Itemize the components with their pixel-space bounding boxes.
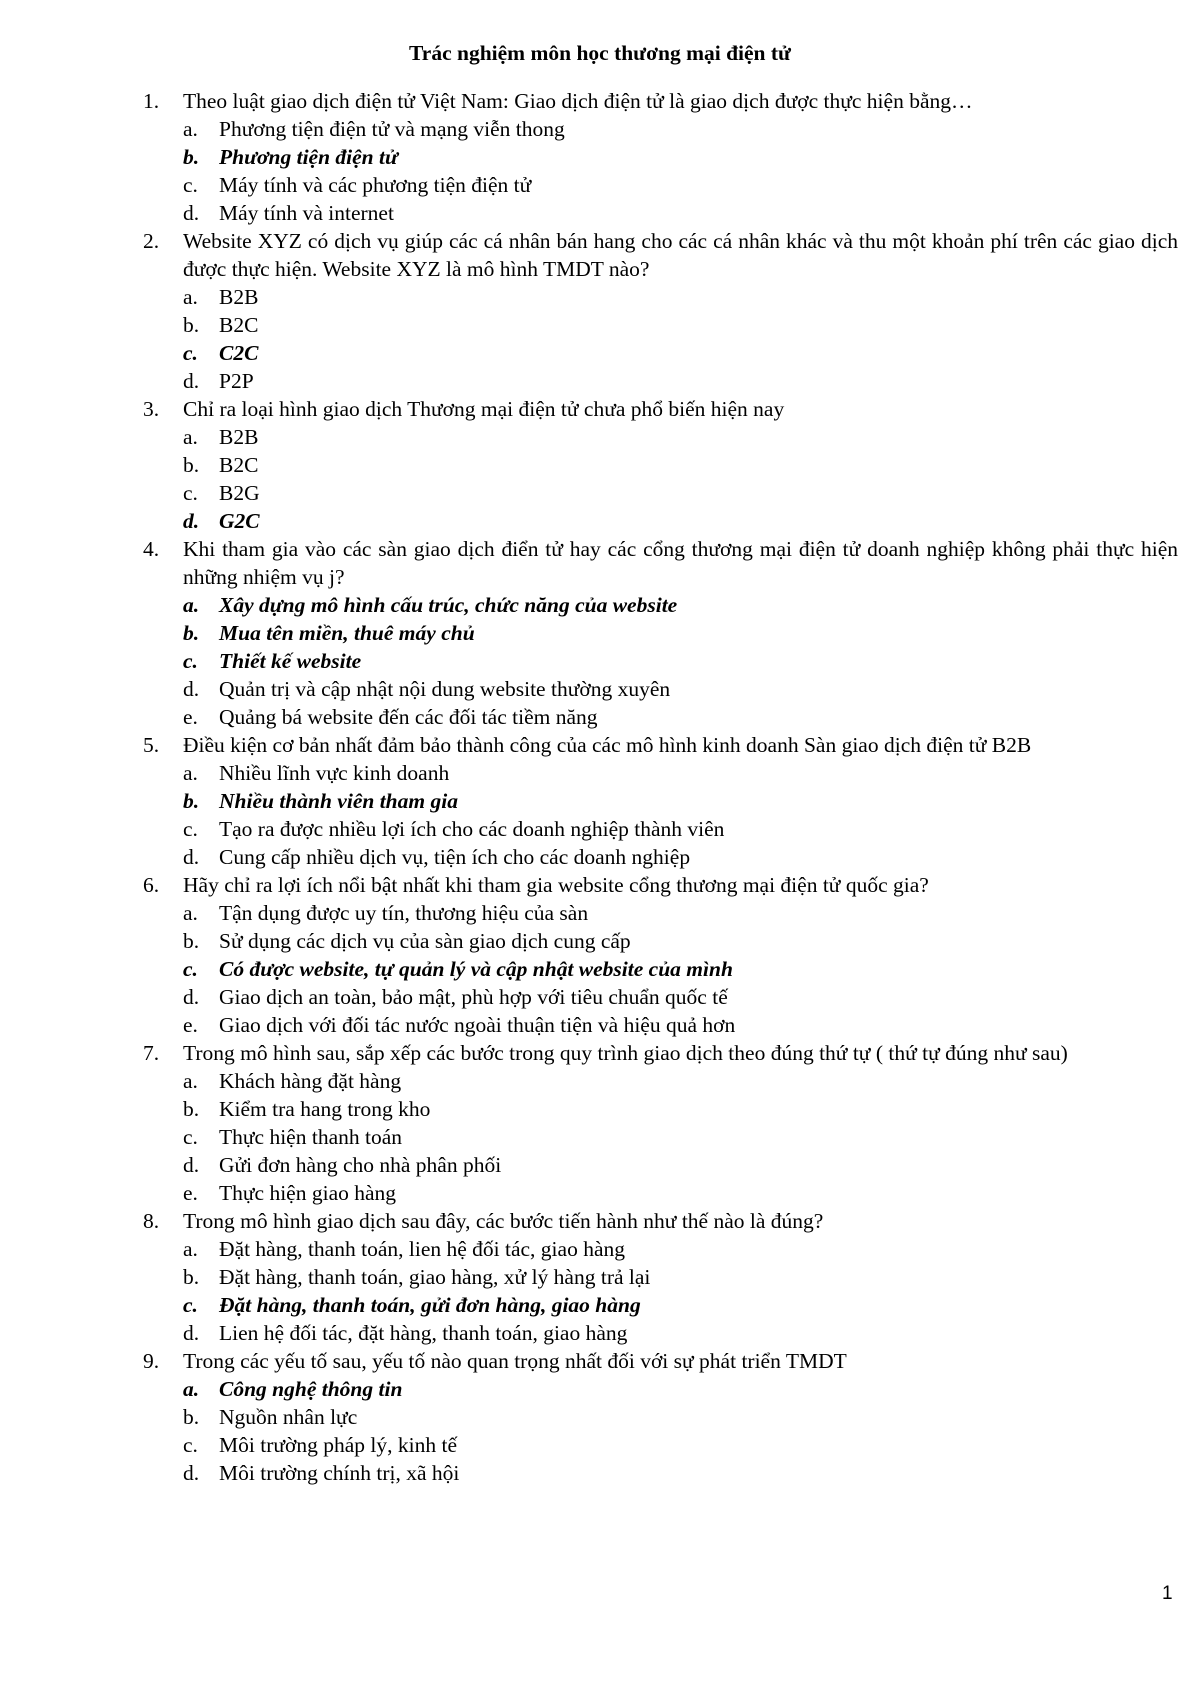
option-text: Giao dịch với đối tác nước ngoài thuận tiện và hiệu quả hơn [219, 1013, 736, 1037]
question-row [0, 1039, 1200, 1067]
option-letter: d. [183, 509, 200, 533]
answer-option [0, 591, 1200, 619]
option-letter: a. [183, 425, 198, 449]
option-item [0, 1067, 1200, 1095]
question-number: 1. [143, 89, 160, 113]
option-text: Đặt hàng, thanh toán, giao hàng, xử lý hàng trả lại [219, 1265, 651, 1289]
question-row [0, 227, 1200, 283]
option-item [0, 115, 1200, 143]
document-title: Trác nghiệm môn học thương mại điện tử [409, 41, 791, 65]
answer-option [0, 955, 1200, 983]
question-number: 3. [143, 397, 160, 421]
option-item [0, 703, 1200, 731]
question-row [0, 87, 1200, 115]
question-number: 5. [143, 733, 160, 757]
option-text: Đặt hàng, thanh toán, gửi đơn hàng, giao hàng [219, 1293, 641, 1317]
question-row [0, 395, 1200, 423]
option-letter: e. [183, 1013, 198, 1037]
option-letter: b. [183, 1265, 200, 1289]
option-text: Môi trường chính trị, xã hội [219, 1461, 460, 1485]
question-number: 2. [143, 229, 160, 253]
option-list [0, 591, 1200, 731]
option-text: B2B [219, 425, 259, 449]
option-item [0, 1263, 1200, 1291]
option-item [0, 283, 1200, 311]
option-text: B2C [219, 313, 259, 337]
option-text: G2C [219, 509, 260, 533]
option-text: Gửi đơn hàng cho nhà phân phối [219, 1153, 502, 1177]
option-text: B2G [219, 481, 260, 505]
option-letter: d. [183, 1153, 200, 1177]
option-text: Nhiều lĩnh vực kinh doanh [219, 761, 450, 785]
option-text: Nguồn nhân lực [219, 1405, 358, 1429]
option-letter: b. [183, 789, 200, 813]
option-text: Thực hiện thanh toán [219, 1125, 403, 1149]
option-letter: a. [183, 285, 198, 309]
option-item [0, 1123, 1200, 1151]
option-item [0, 451, 1200, 479]
option-item [0, 1459, 1200, 1487]
option-letter: d. [183, 985, 200, 1009]
question-item [0, 227, 1200, 395]
option-text: Đặt hàng, thanh toán, lien hệ đối tác, giao hàng [219, 1237, 625, 1261]
question-text: Trong các yếu tố sau, yếu tố nào quan trọng nhất đối với sự phát triển TMDT [183, 1349, 847, 1373]
option-text: Cung cấp nhiều dịch vụ, tiện ích cho các doanh nghiệp [219, 845, 691, 869]
option-letter: a. [183, 1377, 200, 1401]
question-item [0, 1207, 1200, 1347]
question-item [0, 1347, 1200, 1487]
option-item [0, 1011, 1200, 1039]
option-text: Máy tính và internet [219, 201, 394, 225]
option-item [0, 1151, 1200, 1179]
option-list [0, 1067, 1200, 1207]
option-text: Máy tính và các phương tiện điện tử [219, 173, 532, 197]
option-item [0, 1235, 1200, 1263]
option-list [0, 759, 1200, 871]
question-number: 7. [143, 1041, 160, 1065]
answer-option [0, 619, 1200, 647]
question-number: 6. [143, 873, 160, 897]
option-item [0, 1179, 1200, 1207]
option-letter: c. [183, 1293, 198, 1317]
option-letter: b. [183, 313, 200, 337]
answer-option [0, 1291, 1200, 1319]
option-list [0, 1375, 1200, 1487]
option-letter: e. [183, 705, 198, 729]
option-item [0, 479, 1200, 507]
question-number: 9. [143, 1349, 160, 1373]
option-letter: d. [183, 1321, 200, 1345]
question-text: Hãy chỉ ra lợi ích nổi bật nhất khi tham gia website cổng thương mại điện tử quốc gia? [183, 873, 929, 897]
option-item [0, 367, 1200, 395]
option-item [0, 311, 1200, 339]
option-letter: c. [183, 1125, 198, 1149]
option-letter: d. [183, 845, 200, 869]
answer-option [0, 787, 1200, 815]
option-text: Tận dụng được uy tín, thương hiệu của sàn [219, 901, 589, 925]
option-text: Kiểm tra hang trong kho [219, 1097, 431, 1121]
question-text: Trong mô hình giao dịch sau đây, các bước tiến hành như thế nào là đúng? [183, 1209, 824, 1233]
option-text: Xây dựng mô hình cấu trúc, chức năng của website [219, 593, 678, 617]
option-letter: b. [183, 145, 200, 169]
option-list [0, 423, 1200, 535]
option-text: Nhiều thành viên tham gia [219, 789, 458, 813]
option-item [0, 927, 1200, 955]
option-letter: c. [183, 341, 198, 365]
option-letter: d. [183, 369, 200, 393]
question-item [0, 871, 1200, 1039]
question-item [0, 395, 1200, 535]
option-text: Khách hàng đặt hàng [219, 1069, 402, 1093]
option-item [0, 1095, 1200, 1123]
question-text: Trong mô hình sau, sắp xếp các bước trong quy trình giao dịch theo đúng thứ tự ( thứ tự đúng như sau) [183, 1041, 1068, 1065]
option-text: Phương tiện điện tử và mạng viễn thong [219, 117, 565, 141]
answer-option [0, 647, 1200, 675]
option-text: Thực hiện giao hàng [219, 1181, 397, 1205]
option-letter: a. [183, 1069, 198, 1093]
option-item [0, 759, 1200, 787]
option-letter: c. [183, 481, 198, 505]
option-text: B2C [219, 453, 259, 477]
option-letter: c. [183, 1433, 198, 1457]
question-list [0, 87, 1200, 1487]
option-text: Mua tên miền, thuê máy chủ [219, 621, 475, 645]
option-list [0, 1235, 1200, 1347]
option-item [0, 815, 1200, 843]
option-text: C2C [219, 341, 259, 365]
option-item [0, 843, 1200, 871]
option-item [0, 1403, 1200, 1431]
question-item [0, 731, 1200, 871]
question-row [0, 871, 1200, 899]
question-row [0, 731, 1200, 759]
question-row [0, 535, 1200, 591]
question-number: 4. [143, 537, 160, 561]
option-letter: c. [183, 173, 198, 197]
option-text: Lien hệ đối tác, đặt hàng, thanh toán, giao hàng [219, 1321, 628, 1345]
option-letter: d. [183, 1461, 200, 1485]
question-text: Chỉ ra loại hình giao dịch Thương mại điện tử chưa phổ biến hiện nay [183, 397, 785, 421]
option-letter: b. [183, 1405, 200, 1429]
option-letter: c. [183, 817, 198, 841]
option-text: B2B [219, 285, 259, 309]
option-letter: b. [183, 453, 200, 477]
question-text: Điều kiện cơ bản nhất đảm bảo thành công của các mô hình kinh doanh Sàn giao dịch điện tử B2B [183, 733, 1032, 757]
option-item [0, 171, 1200, 199]
option-text: Công nghệ thông tin [219, 1377, 403, 1401]
answer-option [0, 339, 1200, 367]
option-item [0, 675, 1200, 703]
option-text: Phương tiện điện tử [219, 145, 398, 169]
option-letter: a. [183, 593, 200, 617]
option-text: Thiết kế website [219, 649, 362, 673]
answer-option [0, 1375, 1200, 1403]
option-item [0, 983, 1200, 1011]
question-item [0, 87, 1200, 227]
option-item [0, 423, 1200, 451]
option-list [0, 899, 1200, 1039]
option-letter: a. [183, 117, 198, 141]
option-text: Sử dụng các dịch vụ của sàn giao dịch cung cấp [219, 929, 631, 953]
option-item [0, 899, 1200, 927]
question-text: Theo luật giao dịch điện tử Việt Nam: Giao dịch điện tử là giao dịch được thực hiện bằng… [183, 89, 973, 113]
option-text: Giao dịch an toàn, bảo mật, phù hợp với tiêu chuẩn quốc tế [219, 985, 728, 1009]
option-text: Môi trường pháp lý, kinh tế [219, 1433, 458, 1457]
question-number: 8. [143, 1209, 160, 1233]
question-item [0, 535, 1200, 731]
option-text: P2P [219, 369, 254, 393]
option-letter: d. [183, 201, 200, 225]
option-letter: a. [183, 1237, 198, 1261]
option-text: Quảng bá website đến các đối tác tiềm năng [219, 705, 598, 729]
option-letter: d. [183, 677, 200, 701]
question-text: Khi tham gia vào các sàn giao dịch điển tử hay các cổng thương mại điện tử doanh nghiệp không phải thực hiện những nhiệm vụ j? [183, 537, 1178, 589]
option-item [0, 1319, 1200, 1347]
option-letter: c. [183, 649, 198, 673]
option-letter: b. [183, 1097, 200, 1121]
option-text: Quản trị và cập nhật nội dung website thường xuyên [219, 677, 671, 701]
option-text: Tạo ra được nhiều lợi ích cho các doanh nghiệp thành viên [219, 817, 725, 841]
answer-option [0, 507, 1200, 535]
option-letter: b. [183, 929, 200, 953]
option-letter: a. [183, 761, 198, 785]
option-item [0, 199, 1200, 227]
question-item [0, 1039, 1200, 1207]
answer-option [0, 143, 1200, 171]
option-letter: c. [183, 957, 198, 981]
question-text: Website XYZ có dịch vụ giúp các cá nhân bán hang cho các cá nhân khác và thu một khoản phí trên các giao dịch được thực hiện. Website XYZ là mô hình TMDT nào? [183, 229, 1178, 281]
option-list [0, 283, 1200, 395]
option-letter: a. [183, 901, 198, 925]
page-number: 1 [1162, 1583, 1173, 1604]
option-text: Có được website, tự quản lý và cập nhật website của mình [219, 957, 733, 981]
option-list [0, 115, 1200, 227]
question-row [0, 1347, 1200, 1375]
option-item [0, 1431, 1200, 1459]
question-row [0, 1207, 1200, 1235]
option-letter: b. [183, 621, 200, 645]
option-letter: e. [183, 1181, 198, 1205]
